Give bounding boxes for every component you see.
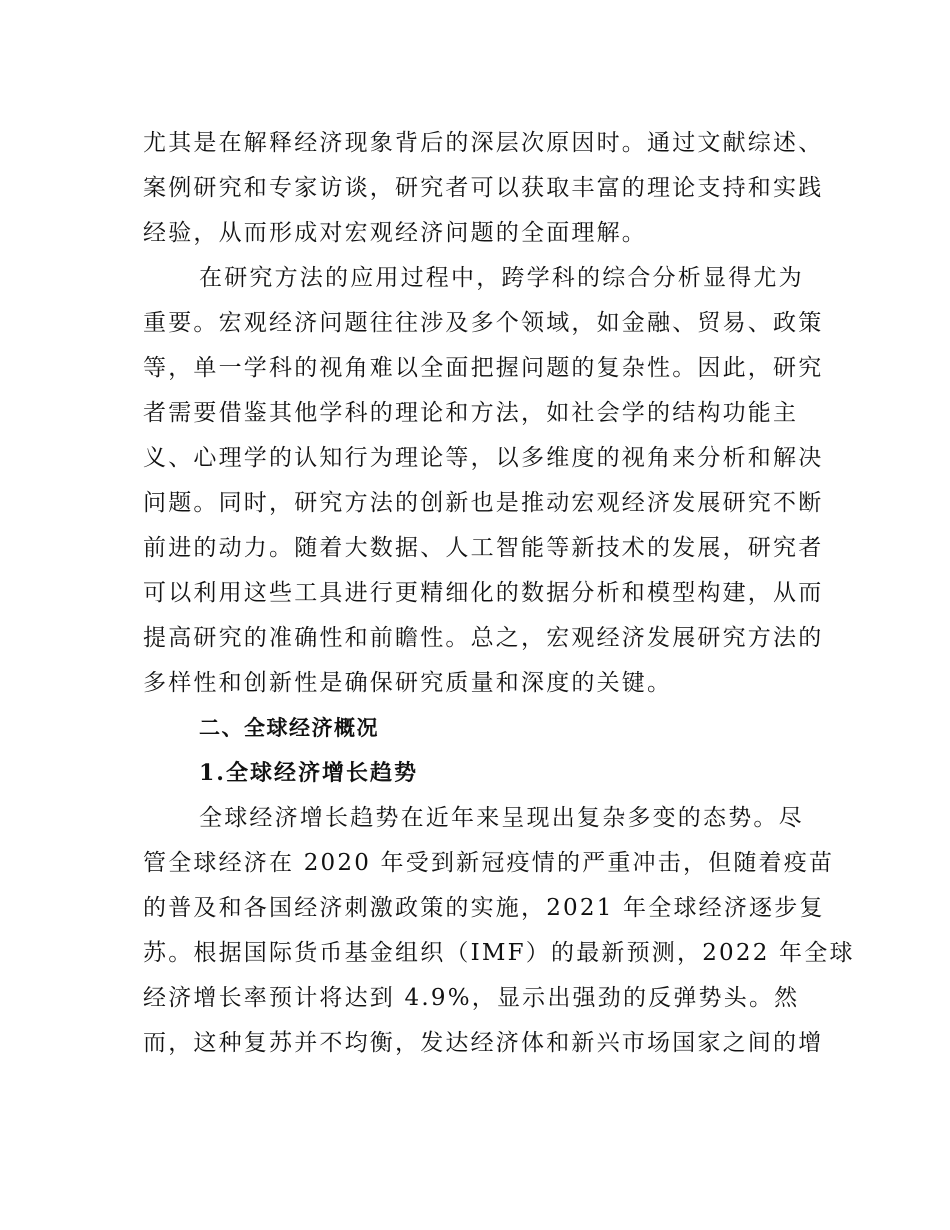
text-line: 而，这种复苏并不均衡，发达经济体和新兴市场国家之间的增 xyxy=(143,1030,824,1056)
document-body xyxy=(143,121,855,1066)
text-line: 等，单一学科的视角难以全面把握问题的复杂性。因此，研究 xyxy=(143,355,824,381)
text-line: 案例研究和专家访谈，研究者可以获取丰富的理论支持和实践 xyxy=(143,175,824,201)
text-line: 重要。宏观经济问题往往涉及多个领域，如金融、贸易、政策 xyxy=(143,310,824,336)
text-line: 者需要借鉴其他学科的理论和方法，如社会学的结构功能主 xyxy=(143,400,799,426)
text-line: 苏。根据国际货币基金组织（IMF）的最新预测，2022 年全球 xyxy=(143,940,855,966)
text-line: 前进的动力。随着大数据、人工智能等新技术的发展，研究者 xyxy=(143,535,824,561)
text-line: 义、心理学的认知行为理论等，以多维度的视角来分析和解决 xyxy=(143,445,824,471)
paragraph-interdisciplinary xyxy=(143,256,824,706)
text-line: 问题。同时，研究方法的创新也是推动宏观经济发展研究不断 xyxy=(143,490,824,516)
text-line: 的普及和各国经济刺激政策的实施，2021 年全球经济逐步复 xyxy=(143,895,825,921)
text-line: 可以利用这些工具进行更精细化的数据分析和模型构建，从而 xyxy=(143,580,824,606)
text-line: 经济增长率预计将达到 4.9%，显示出强劲的反弹势头。然 xyxy=(143,985,800,1011)
text-line: 尤其是在解释经济现象背后的深层次原因时。通过文献综述、 xyxy=(143,130,824,156)
subsection-heading: 1.全球经济增长趋势 xyxy=(199,760,418,786)
section-heading: 二、全球经济概况 xyxy=(199,716,379,740)
text-line: 提高研究的准确性和前瞻性。总之，宏观经济发展研究方法的 xyxy=(143,625,824,651)
text-line: 管全球经济在 2020 年受到新冠疫情的严重冲击，但随着疫苗 xyxy=(143,850,835,876)
paragraph-methods-continued xyxy=(143,121,824,256)
text-line: 经验，从而形成对宏观经济问题的全面理解。 xyxy=(143,220,647,246)
text-line: 全球经济增长趋势在近年来呈现出复杂多变的态势。尽 xyxy=(199,805,804,831)
text-line: 多样性和创新性是确保研究质量和深度的关键。 xyxy=(143,670,673,696)
text-line: 在研究方法的应用过程中，跨学科的综合分析显得尤为 xyxy=(199,265,804,291)
paragraph-global-growth xyxy=(143,796,855,1066)
